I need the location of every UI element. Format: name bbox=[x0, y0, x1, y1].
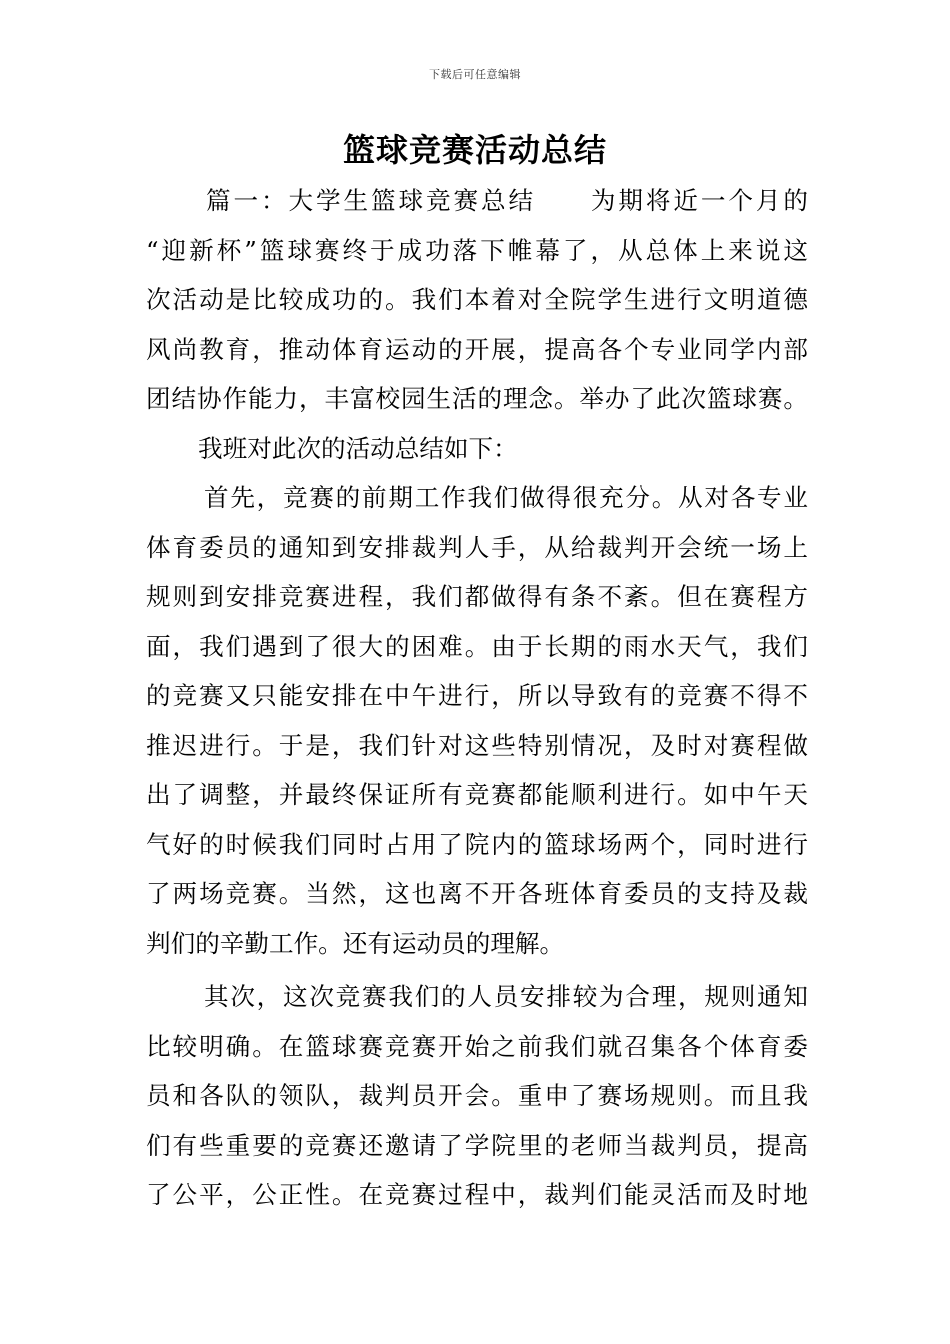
text-line: 我班对此次的活动总结如下： bbox=[198, 433, 518, 463]
document-title: 篮球竞赛活动总结 bbox=[342, 131, 607, 169]
text-line: 体育委员的通知到安排裁判人手，从给裁判开会统一场上 bbox=[146, 532, 808, 562]
text-line: “迎新杯”篮球赛终于成功落下帷幕了，从总体上来说这 bbox=[146, 235, 808, 265]
text-line: 篇一：大学生篮球竞赛总结 为期将近一个月的 bbox=[206, 186, 808, 215]
text-line: 出了调整，并最终保证所有竞赛都能顺利进行。如中午天 bbox=[146, 780, 808, 809]
text-line: 了公平，公正性。在竞赛过程中，裁判们能灵活而及时地 bbox=[146, 1180, 808, 1209]
header-note: 下载后可任意编辑 bbox=[429, 68, 521, 81]
text-line: 了两场竞赛。当然，这也离不开各班体育委员的支持及裁 bbox=[146, 879, 808, 908]
text-line: 判们的辛勤工作。还有运动员的理解。 bbox=[146, 928, 565, 958]
text-line: 们有些重要的竞赛还邀请了学院里的老师当裁判员，提高 bbox=[146, 1130, 808, 1160]
text-line: 风尚教育，推动体育运动的开展，提高各个专业同学内部 bbox=[146, 334, 808, 364]
text-line: 首先，竞赛的前期工作我们做得很充分。从对各专业 bbox=[204, 483, 808, 512]
text-line: 其次，这次竞赛我们的人员安排较为合理，规则通知 bbox=[204, 982, 808, 1011]
text-line: 气好的时候我们同时占用了院内的篮球场两个，同时进行 bbox=[146, 829, 808, 859]
text-line: 员和各队的领队，裁判员开会。重申了赛场规则。而且我 bbox=[146, 1081, 808, 1110]
text-line: 推迟进行。于是，我们针对这些特别情况，及时对赛程做 bbox=[146, 730, 808, 760]
text-line: 比较明确。在篮球赛竞赛开始之前我们就召集各个体育委 bbox=[146, 1031, 808, 1061]
text-line: 的竞赛又只能安排在中午进行，所以导致有的竞赛不得不 bbox=[146, 681, 808, 710]
text-line: 团结协作能力，丰富校园生活的理念。举办了此次篮球赛。 bbox=[146, 384, 808, 413]
text-line: 规则到安排竞赛进程，我们都做得有条不紊。但在赛程方 bbox=[146, 582, 808, 611]
text-line: 面，我们遇到了很大的困难。由于长期的雨水天气，我们 bbox=[146, 631, 808, 661]
document-body bbox=[146, 176, 808, 1220]
text-line: 次活动是比较成功的。我们本着对全院学生进行文明道德 bbox=[146, 285, 808, 314]
